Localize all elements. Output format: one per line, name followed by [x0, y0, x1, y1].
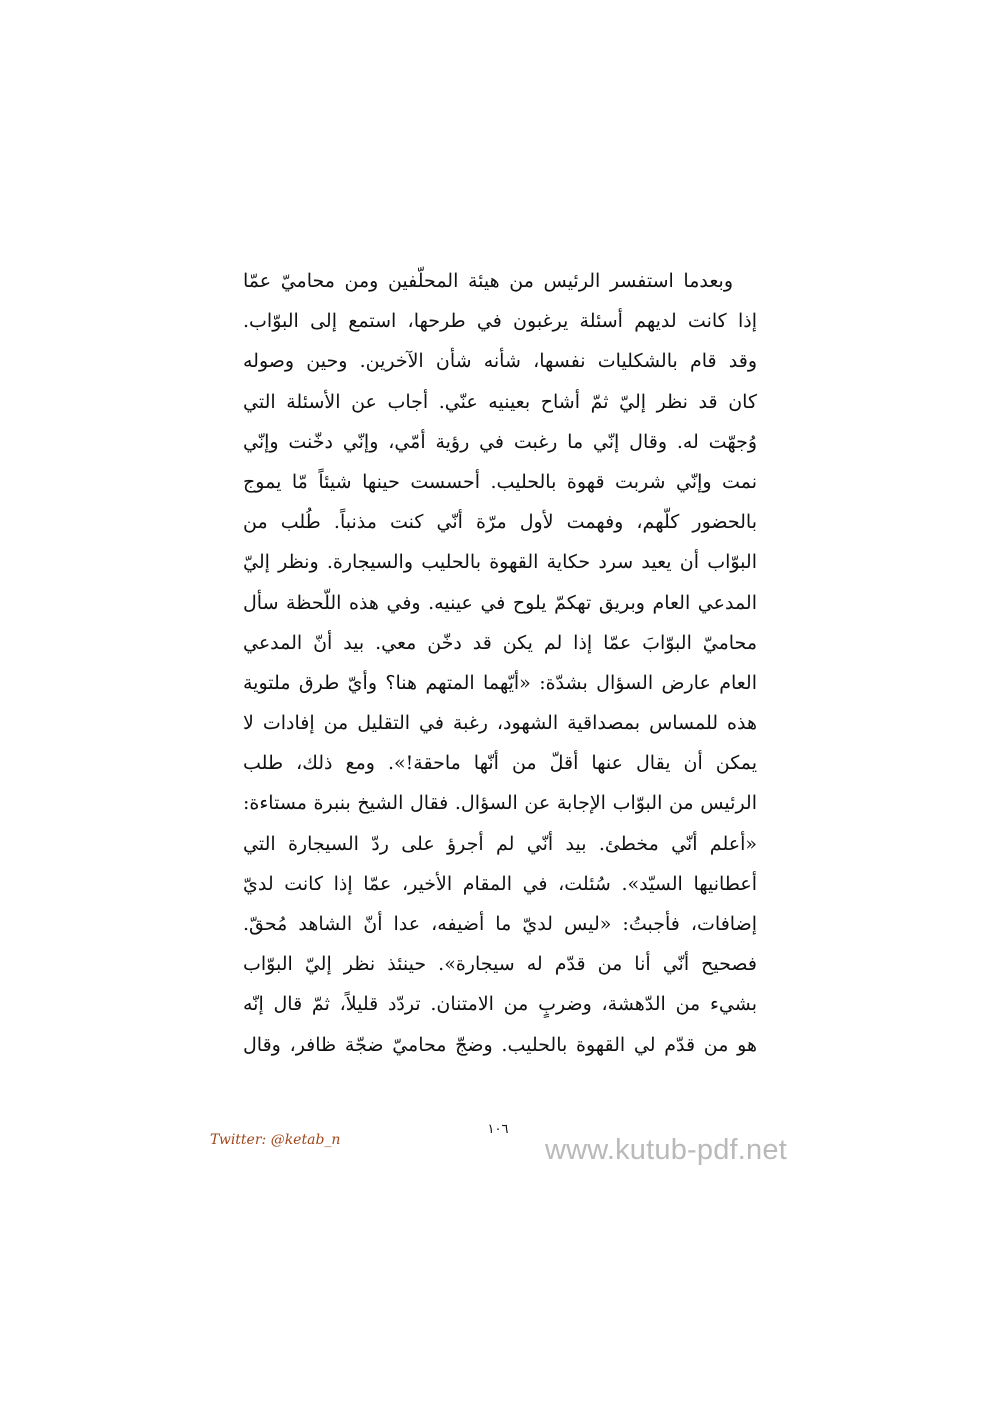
- text-line: بالحضور كلّهم، وفهمت لأول مرّة أنّي كنت مذنباً. طُلب من: [243, 511, 757, 534]
- text-line: أعطانيها السيّد». سُئلت، في المقام الأخير، عمّا إذا كانت لديّ: [243, 872, 757, 895]
- text-line: البوّاب أن يعيد سرد حكاية القهوة بالحليب والسيجارة. ونظر إليّ: [243, 551, 757, 574]
- text-line: الرئيس من البوّاب الإجابة عن السؤال. فقال الشيخ بنبرة مستاءة:: [243, 792, 757, 815]
- text-line: نمت وإنّي شربت قهوة بالحليب. أحسست حينها شيئاً مّا يموج: [243, 470, 757, 493]
- text-line: وقد قام بالشكليات نفسها، شأنه شأن الآخرين. وحين وصوله: [243, 350, 757, 373]
- text-line: «أعلم أنّي مخطئ. بيد أنّي لم أجرؤ على ردّ السيجارة التي: [243, 832, 757, 855]
- text-line: كان قد نظر إليّ ثمّ أشاح بعينيه عنّي. أجاب عن الأسئلة التي: [243, 390, 757, 413]
- body-paragraph: [243, 261, 757, 1065]
- twitter-handle: Twitter: @ketab_n: [210, 1132, 341, 1148]
- text-line: فصحيح أنّي أنا من قدّم له سيجارة». حينئذ نظر إليّ البوّاب: [243, 953, 757, 976]
- text-line: محاميّ البوّابَ عمّا إذا لم يكن قد دخّن معي. بيد أنّ المدعي: [243, 631, 757, 654]
- text-line: العام عارض السؤال بشدّة: «أيّهما المتهم هنا؟ وأيّ طرق ملتوية: [243, 671, 757, 694]
- watermark-url: www.kutub-pdf.net: [545, 1134, 787, 1166]
- page-number: ١٠٦: [487, 1122, 509, 1137]
- text-line: وُجهّت له. وقال إنّي ما رغبت في رؤية أمّي، وإنّي دخّنت وإنّي: [243, 430, 757, 453]
- text-line: بشيء من الدّهشة، وضربٍ من الامتنان. تردّد قليلاً، ثمّ قال إنّه: [243, 993, 757, 1016]
- text-line: المدعي العام وبريق تهكمّ يلوح في عينيه. وفي هذه اللّحظة سأل: [243, 591, 757, 614]
- text-line: هذه للمساس بمصداقية الشهود، رغبة في التقليل من إفادات لا: [243, 712, 757, 735]
- text-line: إذا كانت لديهم أسئلة يرغبون في طرحها، استمع إلى البوّاب.: [243, 310, 757, 333]
- text-line: يمكن أن يقال عنها أقلّ من أنّها ماحقة!». ومع ذلك، طلب: [243, 752, 757, 775]
- text-line: وبعدما استفسر الرئيس من هيئة المحلّفين ومن محاميّ عمّا: [243, 270, 733, 292]
- text-line: إضافات، فأجبتُ: «ليس لديّ ما أضيفه، عدا أنّ الشاهد مُحقّ.: [243, 913, 757, 935]
- text-line: هو من قدّم لي القهوة بالحليب. وضجّ محاميّ ضجّة ظافر، وقال: [243, 1033, 757, 1056]
